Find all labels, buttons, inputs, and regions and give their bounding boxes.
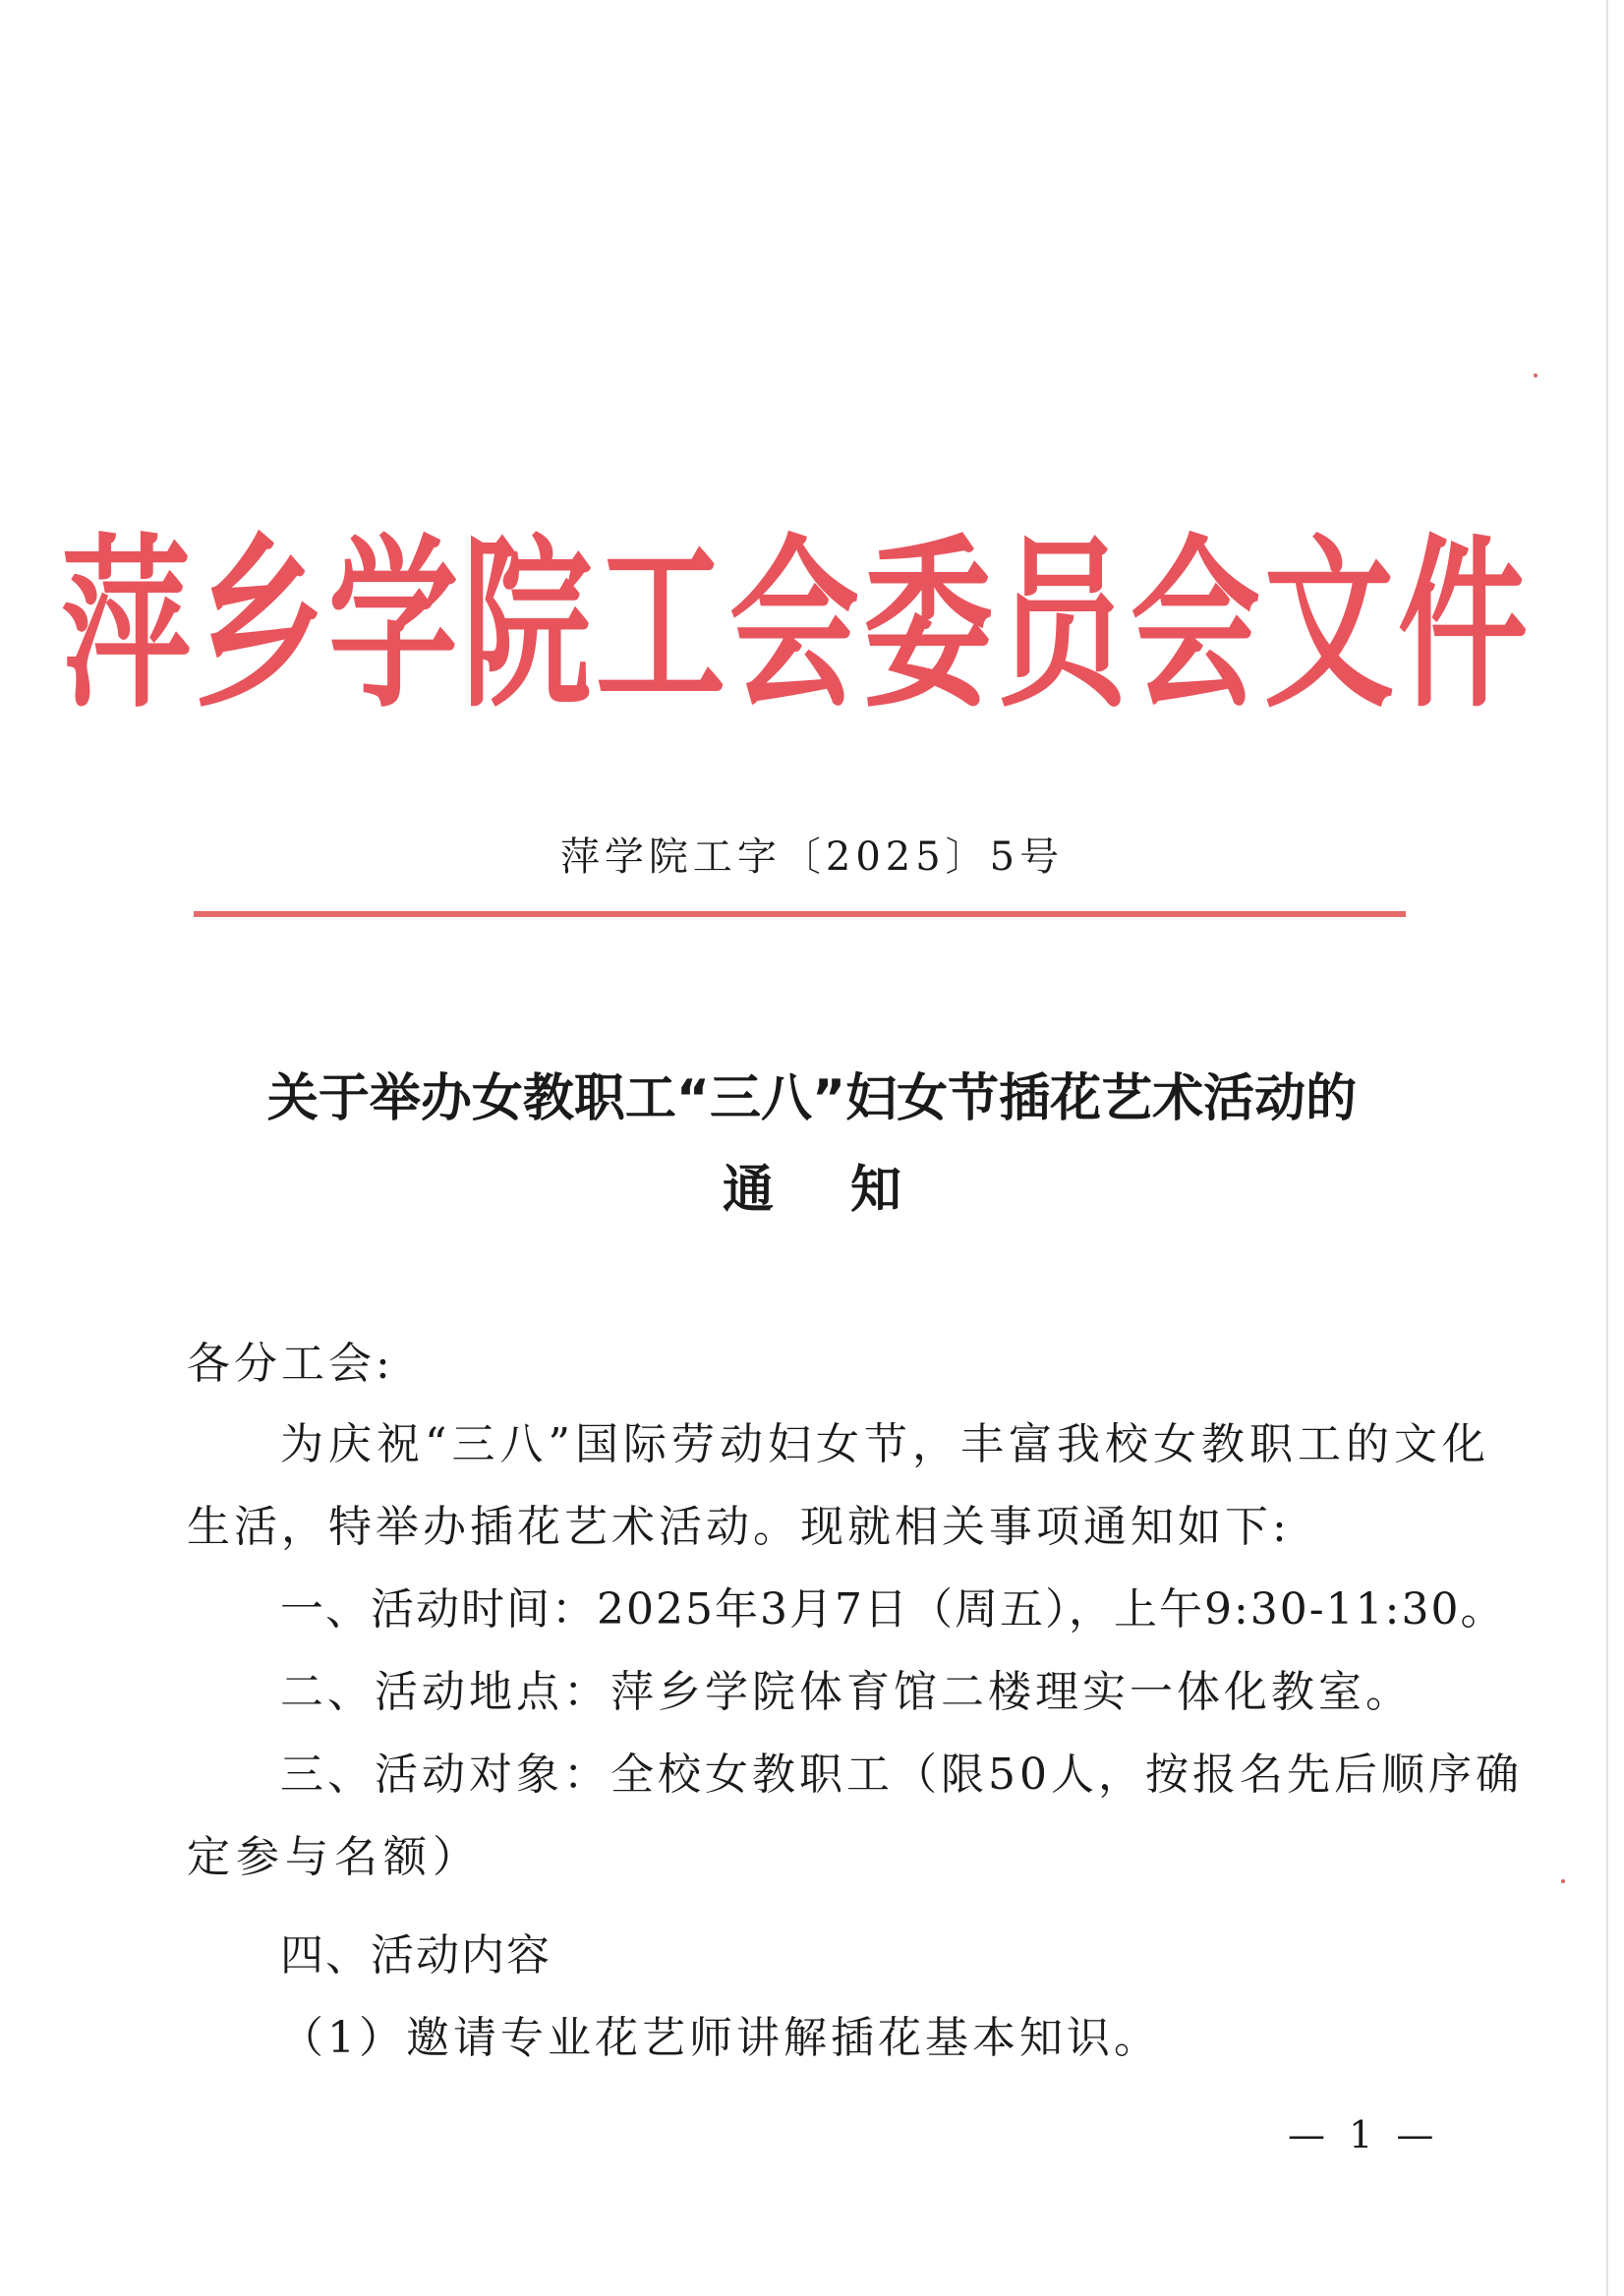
item-activity-location [280, 1663, 1413, 1722]
red-divider-rule [194, 911, 1406, 917]
item-activity-target-head: 三、活动对象： [280, 1750, 610, 1800]
item-activity-content-head [280, 1926, 551, 1985]
title-char-zhi: 知 [850, 1161, 902, 1220]
item-activity-time [280, 1580, 1505, 1639]
item-activity-location-head: 二、活动地点： [280, 1667, 610, 1717]
scan-speck [1561, 1879, 1565, 1883]
document-number: 萍学院工字〔2025〕5号 [559, 834, 1065, 880]
salutation: 各分工会: [187, 1339, 394, 1389]
scan-edge-line [1606, 0, 1608, 2296]
masthead-title: 萍乡学院工会委员会文件 [61, 518, 1532, 734]
item-activity-location-text: 萍乡学院体育馆二楼理实一体化教室。 [610, 1667, 1413, 1717]
item-activity-target-continued: 定参与名额） [187, 1832, 482, 1882]
item-activity-time-text: 2025年3月7日（周五），上午9:30-11:30。 [597, 1584, 1506, 1635]
item-activity-time-head: 一、活动时间： [280, 1584, 597, 1635]
item-activity-content-head-text: 四、活动内容 [280, 1930, 551, 1980]
notice-title-line1: 关于举办女教职工“三八”妇女节插花艺术活动的 [266, 1069, 1358, 1128]
item-activity-target-text: 全校女教职工（限50人，按报名先后顺序确 [610, 1750, 1523, 1800]
intro-line-2: 生活，特举办插花艺术活动。现就相关事项通知如下: [187, 1502, 1291, 1552]
intro-line-1: 为庆祝“三八”国际劳动妇女节，丰富我校女教职工的文化 [280, 1419, 1490, 1469]
notice-title-line2 [147, 1148, 1477, 1222]
page-number: — 1 — [1288, 2113, 1440, 2156]
scan-speck [1534, 373, 1537, 377]
title-char-tong: 通 [722, 1161, 774, 1220]
content-sub-item-1: （1）邀请专业花艺师讲解插花基本知识。 [280, 2013, 1161, 2063]
item-activity-target [280, 1746, 1523, 1805]
